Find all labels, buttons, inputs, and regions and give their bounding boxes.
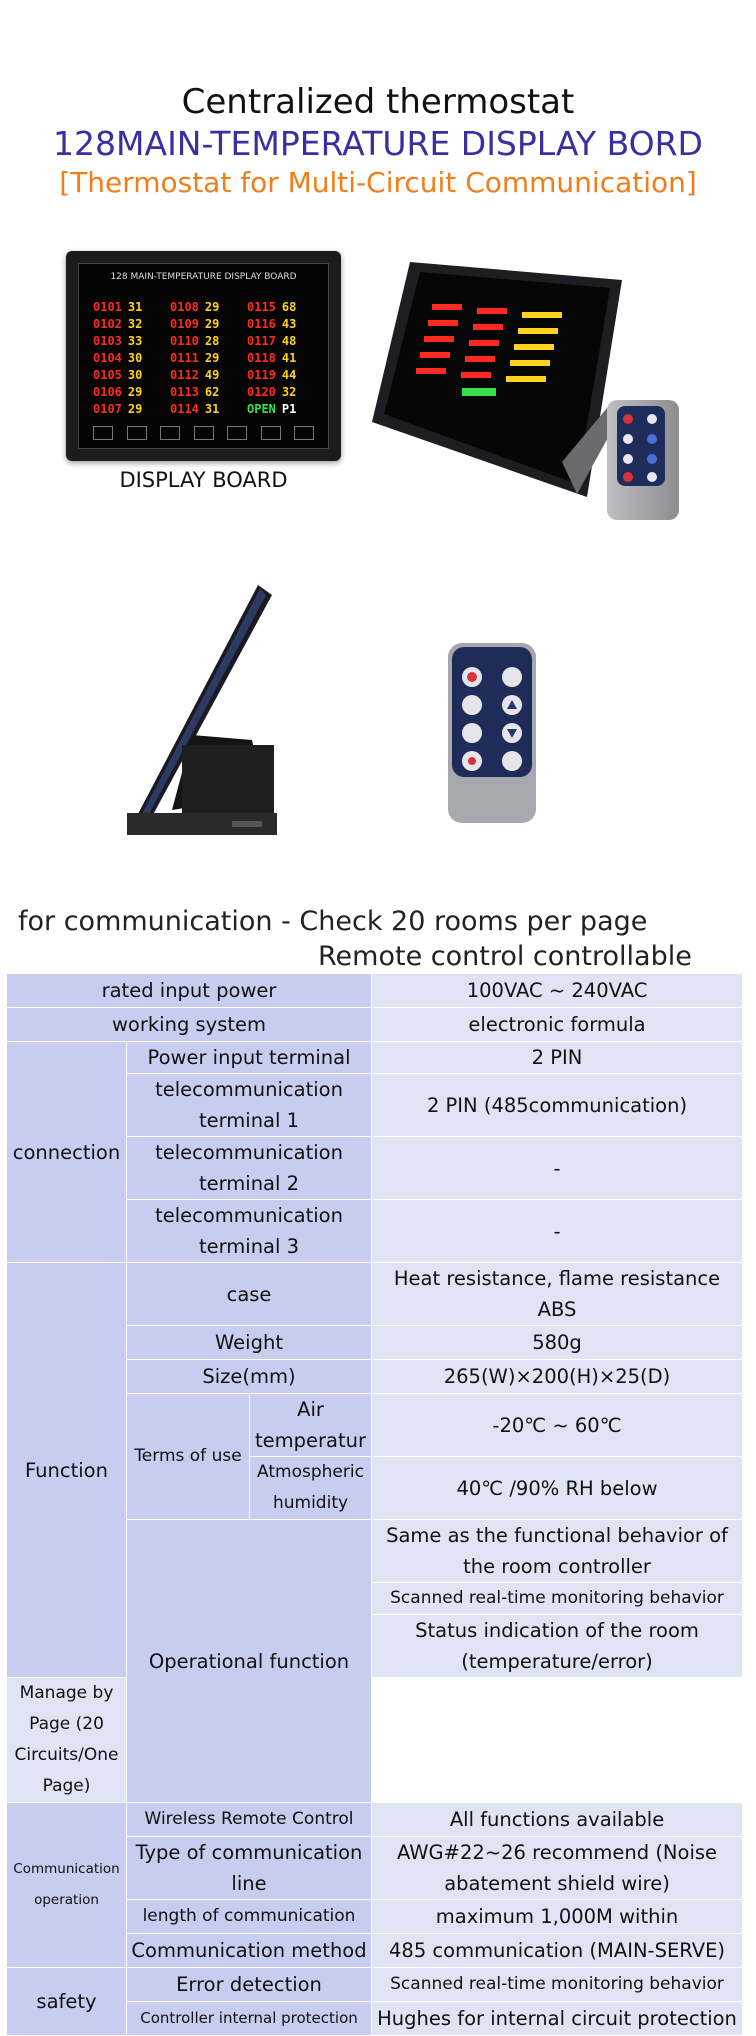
group-label-communication: Communication operation <box>7 1803 127 1968</box>
board-cell: 0114 31 <box>170 402 220 416</box>
remote-closeup-image <box>448 643 536 823</box>
spec-label: Weight <box>127 1326 372 1360</box>
board-temperature: 32 <box>127 317 143 331</box>
board-cell: 0108 29 <box>170 300 220 314</box>
board-cell: 0118 41 <box>247 351 297 365</box>
board-temperature: 68 <box>281 300 297 314</box>
spec-value: - <box>372 1200 743 1263</box>
board-temperature: 48 <box>281 334 297 348</box>
spec-label: Power input terminal <box>127 1042 372 1074</box>
spec-label: case <box>127 1263 372 1326</box>
board-temperature: 30 <box>127 368 143 382</box>
board-temperature: 32 <box>281 385 297 399</box>
board-cell: OPEN P1 <box>247 402 297 416</box>
board-cell: 0103 33 <box>93 334 143 348</box>
spec-value: Heat resistance, flame resistance ABS <box>372 1263 743 1326</box>
board-cell: 0110 28 <box>170 334 220 348</box>
display-board-screen <box>78 263 329 449</box>
board-temperature: P1 <box>281 402 297 416</box>
board-temperature: 44 <box>281 368 297 382</box>
table-row <box>7 1803 743 1837</box>
spec-value: AWG#22~26 recommend (Noise abatement shield wire) <box>372 1837 743 1900</box>
page-tagline: [Thermostat for Multi-Circuit Communication] <box>59 166 697 199</box>
board-temperature: 41 <box>281 351 297 365</box>
board-header: 128 MAIN-TEMPERATURE DISPLAY BOARD <box>110 272 297 282</box>
spec-label: rated input power <box>7 974 372 1008</box>
board-cell: 0105 30 <box>93 368 143 382</box>
board-temperature: 29 <box>204 300 220 314</box>
board-button <box>160 426 180 440</box>
page-title: Centralized thermostat <box>181 82 575 122</box>
table-row <box>7 1042 743 1074</box>
group-label-function: Function <box>7 1263 127 1678</box>
tilted-board-image <box>372 262 622 497</box>
spec-value: electronic formula <box>372 1008 743 1042</box>
board-cell: 0120 32 <box>247 385 297 399</box>
spec-table <box>6 973 743 2036</box>
board-cell: 0111 29 <box>170 351 220 365</box>
board-caption: DISPLAY BOARD <box>119 468 288 492</box>
board-button <box>261 426 281 440</box>
group-label-safety: safety <box>7 1968 127 2036</box>
spec-value: maximum 1,000M within <box>372 1900 743 1934</box>
remote-face <box>617 406 665 486</box>
spec-value: All functions available <box>372 1803 743 1837</box>
remote-control-image <box>607 400 679 520</box>
spec-value: 40℃ /90% RH below <box>372 1457 743 1520</box>
board-readings <box>93 300 314 416</box>
board-temperature: 29 <box>127 385 143 399</box>
display-board-image <box>66 251 341 461</box>
spec-label: Size(mm) <box>127 1360 372 1394</box>
spec-label: Controller internal protection <box>127 2002 372 2036</box>
spec-value: 100VAC ~ 240VAC <box>372 974 743 1008</box>
board-cell: 0102 32 <box>93 317 143 331</box>
board-button-row <box>93 426 314 440</box>
spec-sublabel: Atmospheric humidity <box>250 1457 372 1520</box>
board-cell: 0116 43 <box>247 317 297 331</box>
comm-line-1: for communication - Check 20 rooms per page <box>18 906 648 937</box>
spec-value: 485 communication (MAIN-SERVE) <box>372 1934 743 1968</box>
board-cell: 0117 48 <box>247 334 297 348</box>
spec-label: length of communication <box>127 1900 372 1934</box>
board-temperature: 31 <box>127 300 143 314</box>
board-cell: 0109 29 <box>170 317 220 331</box>
board-cell: 0106 29 <box>93 385 143 399</box>
spec-label: working system <box>7 1008 372 1042</box>
table-row <box>7 1008 743 1042</box>
spec-label: Type of communication line <box>127 1837 372 1900</box>
side-view-image <box>72 585 312 845</box>
spec-label: Error detection <box>127 1968 372 2002</box>
spec-value: Hughes for internal circuit protection <box>372 2002 743 2036</box>
board-cell: 0112 49 <box>170 368 220 382</box>
board-button <box>127 426 147 440</box>
board-temperature: 29 <box>204 317 220 331</box>
table-row <box>7 1263 743 1326</box>
table-row <box>7 1968 743 2002</box>
board-temperature: 29 <box>127 402 143 416</box>
spec-value: Scanned real-time monitoring behavior <box>372 1583 743 1615</box>
spec-sublabel: Air temperatur <box>250 1394 372 1457</box>
spec-value: -20℃ ~ 60℃ <box>372 1394 743 1457</box>
spec-label-terms: Terms of use <box>127 1394 250 1520</box>
spec-value: Same as the functional behavior of the room controller <box>372 1520 743 1583</box>
spec-value: Manage by Page (20 Circuits/One Page) <box>7 1678 127 1803</box>
spec-label: telecommunication terminal 2 <box>127 1137 372 1200</box>
board-temperature: 29 <box>204 351 220 365</box>
board-cell: 0113 62 <box>170 385 220 399</box>
board-cell: 0115 68 <box>247 300 297 314</box>
page-subtitle: 128MAIN-TEMPERATURE DISPLAY BORD <box>53 124 703 163</box>
board-cell: 0104 30 <box>93 351 143 365</box>
spec-value: 265(W)×200(H)×25(D) <box>372 1360 743 1394</box>
spec-value: 2 PIN (485communication) <box>372 1074 743 1137</box>
spec-label: telecommunication terminal 1 <box>127 1074 372 1137</box>
spec-value: Status indication of the room (temperature/error) <box>372 1615 743 1678</box>
spec-label: Communication method <box>127 1934 372 1968</box>
board-temperature: 31 <box>204 402 220 416</box>
spec-label: Operational function <box>127 1520 372 1803</box>
spec-value: 580g <box>372 1326 743 1360</box>
group-label-connection: connection <box>7 1042 127 1263</box>
board-temperature: 28 <box>204 334 220 348</box>
board-temperature: 62 <box>204 385 220 399</box>
comm-line-2: Remote control controllable <box>318 941 692 972</box>
spec-value: 2 PIN <box>372 1042 743 1074</box>
spec-label: telecommunication terminal 3 <box>127 1200 372 1263</box>
board-temperature: 43 <box>281 317 297 331</box>
spec-value: Scanned real-time monitoring behavior <box>372 1968 743 2002</box>
table-row <box>7 974 743 1008</box>
board-button <box>294 426 314 440</box>
table-row <box>7 1678 743 1803</box>
board-cell: 0101 31 <box>93 300 143 314</box>
board-button <box>93 426 113 440</box>
board-temperature: 49 <box>204 368 220 382</box>
board-button <box>227 426 247 440</box>
board-temperature: 33 <box>127 334 143 348</box>
board-cell: 0119 44 <box>247 368 297 382</box>
board-temperature: 30 <box>127 351 143 365</box>
board-button <box>194 426 214 440</box>
board-cell: 0107 29 <box>93 402 143 416</box>
spec-label: Wireless Remote Control <box>127 1803 372 1837</box>
spec-value: - <box>372 1137 743 1200</box>
